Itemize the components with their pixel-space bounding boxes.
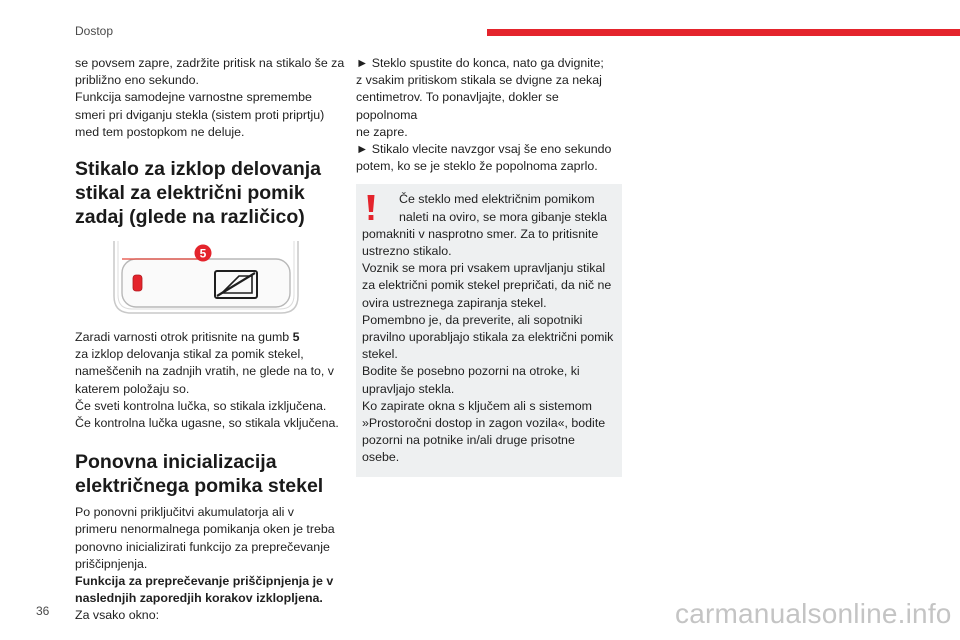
child-safety-paragraph — [75, 329, 345, 432]
right-column — [356, 55, 622, 477]
text-line: priščipnjenja. — [75, 556, 148, 571]
text-line: Za vsako okno: — [75, 608, 160, 623]
text-line: Ko zapirate okna s ključem ali s sistemom — [362, 398, 593, 413]
text-line: Zaradi varnosti otrok pritisnite na gumb — [75, 330, 293, 345]
heading-line: električnega pomika stekel — [75, 475, 324, 498]
warning-box — [356, 184, 622, 476]
text-line: pozorni na potnike in/ali druge prisotne — [362, 433, 575, 448]
text-line: Funkcija samodejne varnostne spremembe — [75, 90, 312, 105]
heading-reinitialization — [75, 450, 345, 498]
header-accent-bar — [487, 29, 960, 36]
text-line: z vsakim pritiskom stikala se dvigne za nekaj — [356, 73, 602, 88]
text-line: »Prostoročni dostop in zagon vozila«, bodite — [362, 416, 606, 431]
text-line: ne zapre. — [356, 124, 408, 139]
text-line: katerem položaju so. — [75, 381, 190, 396]
text-line: se povsem zapre, zadržite pritisk na stikalo še za — [75, 56, 345, 70]
text-line: za izklop delovanja stikal za pomik stekel, — [75, 347, 304, 362]
led-indicator-icon — [133, 275, 142, 291]
heading-rear-switch-lock — [75, 157, 345, 229]
heading-line: stikal za električni pomik — [75, 182, 305, 205]
text-line: Pomembno je, da preverite, ali sopotniki — [362, 312, 583, 327]
callout-5-badge — [195, 245, 212, 262]
heading-line: Stikalo za izklop delovanja — [75, 158, 321, 181]
text-line: smeri pri dviganju stekla (sistem proti priprtju) — [75, 107, 325, 122]
bold-line: naslednjih zaporedjih korakov izklopljena. — [75, 591, 323, 606]
text-line: Če kontrolna lučka ugasne, so stikala vključena. — [75, 416, 339, 431]
text-line: pomakniti v nasprotno smer. Za to pritisnite — [362, 226, 599, 241]
text-line: ponovno inicializirati funkcijo za preprečevanje — [75, 539, 330, 554]
text-line: pravilno uporabljajo stikala za električni pomik — [362, 330, 614, 345]
text-line: nameščenih na zadnjih vratih, ne glede na to, v — [75, 364, 334, 379]
text-line: centimetrov. To ponavljajte, dokler se popolnoma — [356, 90, 559, 122]
watermark: carmanualsonline.info — [675, 598, 952, 629]
text-line: primeru nenormalnega pomikanja oken je treba — [75, 522, 335, 537]
page-number: 36 — [36, 604, 50, 618]
bold-line: Funkcija za preprečevanje priščipnjenja je v — [75, 574, 334, 589]
section-label: Dostop — [75, 24, 114, 38]
text-line: potem, ko se je steklo že popolnoma zaprlo. — [356, 159, 598, 174]
text-line: za električni pomik stekel prepričati, da nič ne — [362, 278, 612, 293]
warning-exclamation-icon — [366, 195, 376, 221]
procedure-steps — [356, 55, 622, 175]
text-line: Če steklo med električnim pomikom — [399, 192, 595, 207]
text-line: ► Stikalo vlecite navzgor vsaj še eno sekundo — [356, 142, 612, 157]
svg-text:5: 5 — [199, 246, 207, 261]
text-line: Voznik se mora pri vsakem upravljanju stikal — [362, 261, 606, 276]
text-line: Bodite še posebno pozorni na otroke, ki — [362, 364, 580, 379]
reinitialization-paragraph — [75, 504, 345, 624]
text-line: ovira ustreznega zapiranja stekel. — [362, 295, 547, 310]
warning-text — [362, 191, 614, 466]
text-line: ► Steklo spustite do konca, nato ga dvignite; — [356, 56, 604, 70]
text-line: ustrezno stikalo. — [362, 244, 452, 259]
text-line: upravljajo stekla. — [362, 381, 455, 396]
text-line: med tem postopkom ne deluje. — [75, 124, 245, 139]
text-line: Če sveti kontrolna lučka, so stikala izključena. — [75, 398, 327, 413]
text-line: stekel. — [362, 347, 398, 362]
heading-line: zadaj (glede na različico) — [75, 206, 305, 229]
rear-window-lock-switch-illustration — [111, 241, 301, 321]
text-line: Po ponovni priključitvi akumulatorja ali v — [75, 505, 295, 520]
text-line: približno eno sekundo. — [75, 73, 199, 88]
heading-line: Ponovna inicializacija — [75, 451, 277, 474]
text-line: naleti na oviro, se mora gibanje stekla — [399, 209, 608, 224]
intro-paragraph — [75, 55, 345, 141]
text-line: osebe. — [362, 450, 400, 465]
button-number: 5 — [292, 330, 300, 345]
left-column — [75, 55, 345, 625]
